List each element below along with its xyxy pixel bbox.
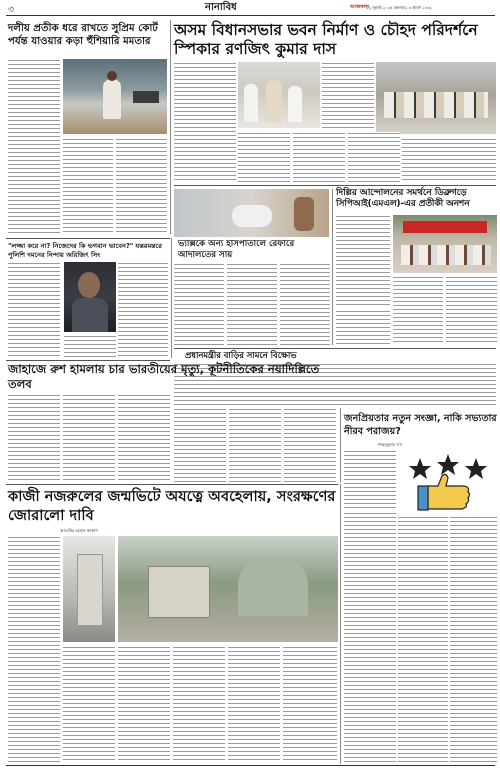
article-assam-text-col6 [402,138,496,182]
article-arijit-text-col3 [64,335,116,357]
article-mamata-text-col3 [116,138,167,234]
article-nazrul-text-col6 [283,646,337,762]
article-opinion-text-col2 [398,516,448,762]
headline-mamata: দলীয় প্রতীক ধরে রাখতে সুপ্রিম কোর্ট পর্যন্ত যাওয়ার কড়া হুঁশিয়ারি মমতার [8,23,158,47]
article-opinion-text-col1 [344,450,396,510]
headline-nazrul: কাজী নজরুলের জন্মভিটে অযত্নে অবহেলায়, সংরক্ষণের জোরালো দাবি [8,488,336,524]
masthead-rule [6,15,495,16]
divider-opinion-left [340,484,341,764]
byline-nazrul: আতাউর রহমান আকাশ [60,528,98,533]
article-mamata-text-col1 [8,59,60,234]
divider-above-nazrul [6,484,338,485]
article-nazrul-text-col5 [228,646,280,762]
article-russia-text-col3 [118,394,170,482]
article-dibrugarh-text-col1 [336,215,390,307]
article-dibrugarh-text-col1b [336,310,390,345]
article-opinion-text-col3 [450,516,497,762]
article-assam-text-col5 [348,132,400,182]
article-nazrul-text-col2 [63,646,115,762]
article-vax-text-col2 [227,263,277,345]
article-nazrul-text-col3 [118,646,170,762]
photo-speaker-visit [238,62,320,128]
divider-arijit-vax [171,238,172,358]
masthead-brand: আজকাল [350,4,369,10]
masthead-date: ২২ জুলাই ২০২৫ মঙ্গলবার, ৬ শ্রাবণ ১৪৩২ [366,4,432,10]
page-bottom-rule [6,765,495,766]
divider-above-pm [174,348,496,349]
article-vax-text-col3 [280,263,330,345]
article-arijit-text-col1 [8,262,60,357]
divider-a1-a2 [170,20,171,234]
article-russia-text-col2 [63,394,115,482]
headline-russian-attack: জাহাজে রুশ হামলায় চার ভারতীয়ের মৃত্যু, কূটনীতিকের নয়াদিল্লিতে তলব [8,362,320,391]
article-assam-text-col2 [322,62,374,128]
page-number: ৩ [8,5,14,15]
article-russia-text-col5 [229,408,281,482]
photo-mamata-rally [63,59,167,134]
photo-nazrul-birthplace-2 [118,536,338,642]
article-vax-text-col1 [174,263,224,345]
article-assam-text-col4 [293,132,345,182]
headline-vax: ভ্যাক্সকে অন্য হাসপাতালে রেফারে আদালতের সায় [178,239,295,260]
divider-russia-opinion [340,408,341,482]
photo-patient-vax [174,189,329,237]
article-mamata-text-col2 [63,138,113,234]
article-dibrugarh-text-col2 [393,276,443,345]
divider-above-russia [6,360,170,361]
thumbs-up-stars-icon [398,452,498,514]
divider-below-assam [174,185,496,186]
photo-nazrul-birthplace-1 [63,536,115,642]
article-opinion-text-col1b [344,512,396,762]
headline-pm-house-protest: প্রধানমন্ত্রীর বাড়ির সামনে বিক্ষোভ [185,350,297,360]
photo-cpiml-hunger-strike [393,215,497,273]
divider-vax-dibrugarh [332,189,333,345]
headline-dibrugarh: দিল্লির আন্দোলনের সমর্থনে ডিব্রুগড়ে সিপিআই(এমএল)-এর প্রতীকী অনশন [336,188,470,210]
divider-above-arijit [6,238,170,239]
article-russia-text-col1 [8,394,60,482]
byline-opinion: শান্তনুকুমার দাস [378,442,403,447]
article-assam-text-col3 [238,132,290,182]
article-russia-text-col4 [174,408,226,482]
article-dibrugarh-text-col3 [446,276,497,345]
article-russia-text-col6 [284,408,336,482]
article-nazrul-text-col4 [173,646,225,762]
headline-assam-assembly: অসম বিধানসভার ভবন নির্মাণ ও চৌহদ পরিদর্শনে স্পিকার রণজিৎ কুমার দাস [174,21,478,58]
section-title: নানাবিধ [205,2,237,13]
photo-assembly-group [376,62,496,134]
article-assam-text-col1 [174,62,236,182]
photo-arijit-singh [64,262,116,332]
headline-arijit: "লজ্জা করে না? নিজেদের কি ভগবান ভাবেন?" যন্তরমন্তরে পুলিশি দমনের নিন্দায় অরিজিৎ সিং [8,242,162,259]
article-nazrul-text-col1 [8,536,60,762]
article-arijit-text-col2 [118,262,168,357]
headline-opinion-popularity: জনপ্রিয়তার নতুন সংজ্ঞা, নাকি সভ্যতার নীরব পরাজয়? [344,413,497,437]
